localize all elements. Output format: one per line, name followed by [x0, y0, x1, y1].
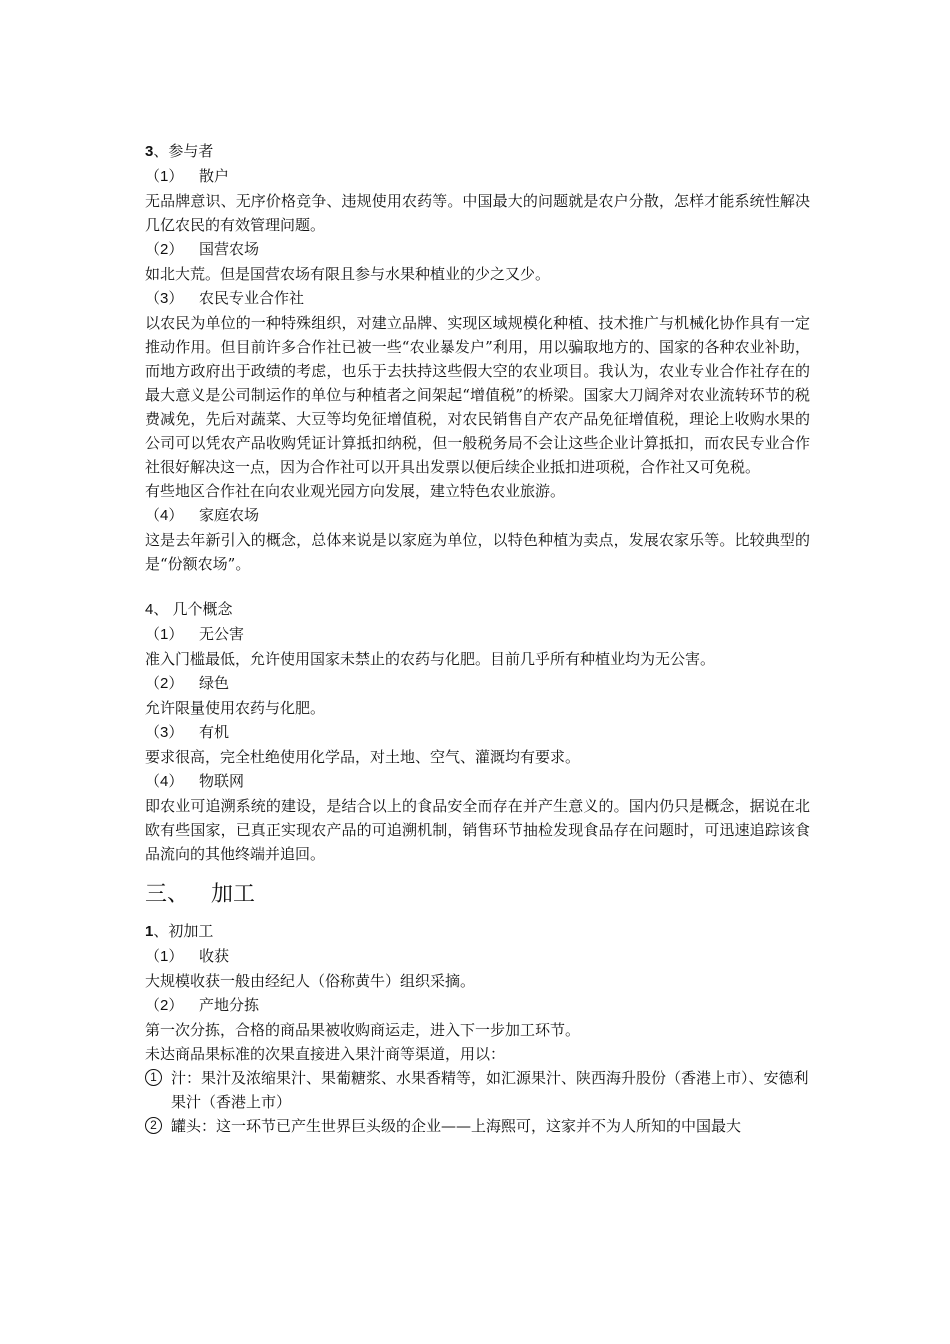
circled-list-item-2: 2 罐头：这一环节已产生世界巨头级的企业——上海熙可，这家并不为人所知的中国最大: [145, 1114, 810, 1138]
s1-item-1-heading: （1） 收获: [145, 947, 230, 965]
s1-item-1-para: 大规模收获一般由经纪人（俗称黄牛）组织采摘。: [145, 972, 476, 990]
document-content: [145, 140, 810, 1138]
section-1-heading: [145, 920, 810, 944]
s3-item-4-para: 这是去年新引入的概念，总体来说是以家庭为单位，以特色种植为卖点，发展农家乐等。比较典型的是“份额农场”。: [145, 531, 810, 573]
s1-item-2-para-2: 未达商品果标准的次果直接进入果汁商等渠道，用以：: [145, 1045, 506, 1063]
s3-item-2-heading: （2） 国营农场: [145, 240, 260, 258]
s3-item-1-heading: （1） 散户: [145, 167, 230, 185]
circled-number-2: 2: [145, 1117, 162, 1134]
s4-item-4-para: 即农业可追溯系统的建设，是结合以上的食品安全而存在并产生意义的。国内仍只是概念，据说在北欧有些国家，已真正实现农产品的可追溯机制，销售环节抽检发现食品存在问题时，可迅速追踪该食品流向的其他终端并追回。: [145, 797, 810, 863]
section-4-heading: 4、 几个概念: [145, 601, 233, 618]
s4-item-1-para: 准入门槛最低，允许使用国家未禁止的农药与化肥。目前几乎所有种植业均为无公害。: [145, 650, 716, 668]
chapter-3-heading: 三、 加工: [145, 882, 256, 907]
s4-item-4-heading: （4） 物联网: [145, 772, 245, 790]
s3-item-3-heading: （3） 农民专业合作社: [145, 289, 305, 307]
s4-item-2-heading: （2） 绿色: [145, 674, 230, 692]
s3-item-2-para: 如北大荒。但是国营农场有限且参与水果种植业的少之又少。: [145, 265, 551, 283]
s1-item-2-heading: （2） 产地分拣: [145, 996, 260, 1014]
s4-item-3-para: 要求很高，完全杜绝使用化学品，对土地、空气、灌溉均有要求。: [145, 748, 581, 766]
s3-item-3-para-2: 有些地区合作社在向农业观光园方向发展，建立特色农业旅游。: [145, 482, 566, 500]
s3-item-4-heading: （4） 家庭农场: [145, 506, 260, 524]
s4-item-3-heading: （3） 有机: [145, 723, 230, 741]
s4-item-1-heading: （1） 无公害: [145, 625, 245, 643]
s3-item-3-para-1: 以农民为单位的一种特殊组织，对建立品牌、实现区域规模化种植、技术推广与机械化协作具有一定推动作用。但目前许多合作社已被一些“农业暴发户”利用，用以骗取地方的、国家的各种农业补助，而地方政府出于政绩的考虑，也乐于去扶持这些假大空的农业项目。我认为，农业专业合作社存在的最大意义是公司制运作的单位与种植者之间架起“增值税”的桥梁。国家大刀阔斧对农业流转环节的税费减免，先后对蔬菜、大豆等均免征增值税，对农民销售自产农产品免征增值税，理论上收购水果的公司可以凭农产品收购凭证计算抵扣纳税，但一般税务局不会让这些企业计算抵扣，而农民专业合作社很好解决这一点，因为合作社可以开具出发票以便后续企业抵扣进项税，合作社又可免税。: [145, 314, 810, 476]
spacer: [145, 576, 810, 598]
circled-list-item-1: 1 汁：果汁及浓缩果汁、果葡糖浆、水果香精等，如汇源果汁、陕西海升股份（香港上市）、安德利果汁（香港上市）: [145, 1066, 810, 1114]
section-3-heading: [145, 140, 810, 164]
s3-item-1-para: 无品牌意识、无序价格竞争、违规使用农药等。中国最大的问题就是农户分散，怎样才能系统性解决几亿农民的有效管理问题。: [145, 192, 810, 234]
section-1-number: 1: [145, 923, 154, 940]
section-3-title: 、参与者: [153, 143, 214, 160]
s1-item-2-para-1: 第一次分拣，合格的商品果被收购商运走，进入下一步加工环节。: [145, 1021, 581, 1039]
section-1-title: 、初加工: [153, 923, 214, 940]
s4-item-2-para: 允许限量使用农药与化肥。: [145, 699, 326, 717]
circled-number-1: 1: [145, 1069, 162, 1086]
section-3-number: 3: [145, 143, 154, 160]
